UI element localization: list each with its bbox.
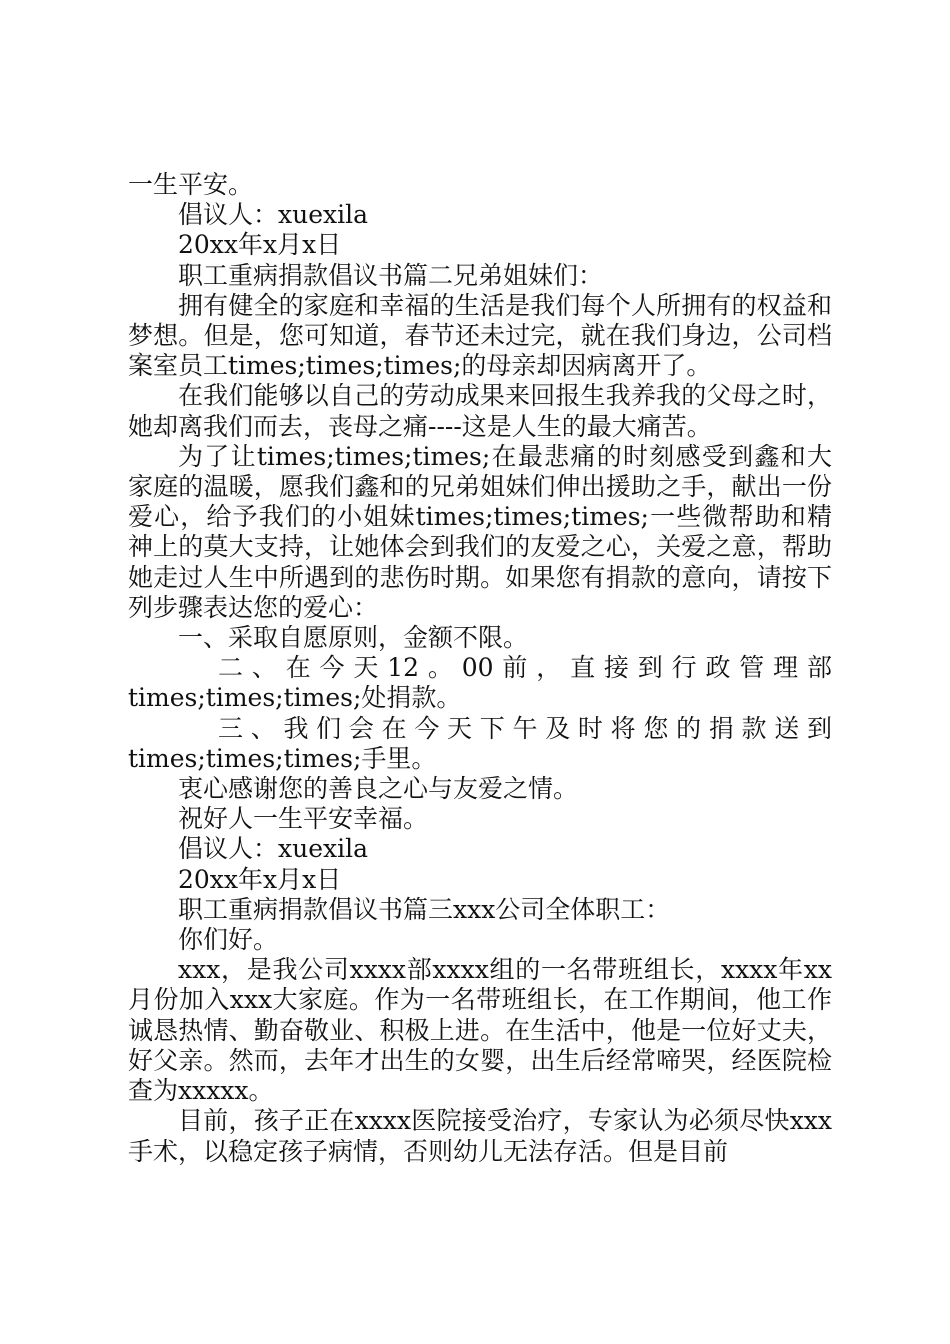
paragraph-signatory-2: 倡议人：xuexila: [178, 834, 368, 864]
paragraph-heading-part-2: 职工重病捐款倡议书篇二兄弟姐妹们：: [178, 260, 604, 290]
paragraph-signatory-1: 倡议人：xuexila: [178, 200, 368, 230]
document-body: [128, 170, 832, 1167]
paragraph-body-1: 拥有健全的家庭和幸福的生活是我们每个人所拥有的权益和梦想。但是，您可知道，春节还未过完，就在我们身边，公司档案室员工times;times;times;的母亲却因病离开了。: [128, 290, 832, 381]
paragraph-date-2: 20xx年x月x日: [178, 864, 342, 894]
paragraph-blessing: 祝好人一生平安幸福。: [178, 804, 429, 834]
paragraph-body-2: 在我们能够以自己的劳动成果来回报生我养我的父母之时，她却离我们而去，丧母之痛----这是人生的最大痛苦。: [128, 381, 832, 441]
paragraph-closing-wish: 一生平安。: [128, 170, 254, 199]
paragraph-body-3: 为了让times;times;times;在最悲痛的时刻感受到鑫和大家庭的温暖，愿我们鑫和的兄弟姐妹们伸出援助之手，献出一份爱心，给予我们的小姐妹times;times;times;一些微帮助和精神上的莫大支持，让她体会到我们的友爱之心，关爱之意，帮助她走过人生中所遇到的悲伤时期。如果您有捐款的意向，请按下列步骤表达您的爱心：: [128, 441, 832, 622]
paragraph-step-2: 二、在今天12。00前，直接到行政管理部times;times;times;处捐款。: [128, 653, 832, 713]
paragraph-heading-part-3: 职工重病捐款倡议书篇三xxx公司全体职工：: [178, 894, 671, 924]
paragraph-thanks: 衷心感谢您的善良之心与友爱之情。: [178, 774, 579, 804]
paragraph-step-1: 一、采取自愿原则，金额不限。: [178, 623, 529, 653]
paragraph-date-1: 20xx年x月x日: [178, 230, 342, 260]
paragraph-body-5: 目前，孩子正在xxxx医院接受治疗，专家认为必须尽快xxx手术，以稳定孩子病情，否则幼儿无法存活。但是目前: [128, 1106, 832, 1166]
paragraph-greeting: 你们好。: [178, 925, 279, 955]
paragraph-step-3: 三、我们会在今天下午及时将您的捐款送到times;times;times;手里。: [128, 713, 832, 773]
paragraph-body-4: xxx，是我公司xxxx部xxxx组的一名带班组长，xxxx年xx月份加入xxx大家庭。作为一名带班组长，在工作期间，他工作诚恳热情、勤奋敬业、积极上进。在生活中，他是一位好丈夫，好父亲。然而，去年才出生的女婴，出生后经常啼哭，经医院检查为xxxxx。: [128, 955, 832, 1106]
